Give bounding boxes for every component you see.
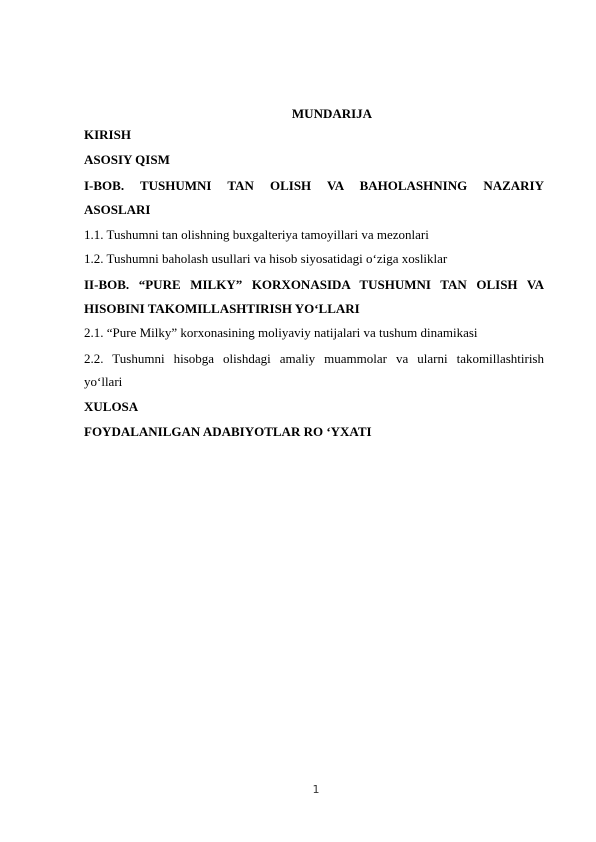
toc-item-chapter-2-line-1: II-BOB. “PURE MILKY” KORXONASIDA TUSHUMNI TAN OLISH VA bbox=[84, 277, 544, 292]
toc-item-chapter-1-line-2: ASOSLARI bbox=[84, 202, 151, 217]
toc-item-chapter-1-line-1: I-BOB. TUSHUMNI TAN OLISH VA BAHOLASHNING NAZARIY bbox=[84, 178, 544, 193]
toc-item-section-2-1: 2.1. “Pure Milky” korxonasining moliyaviy natijalari va tushum dinamikasi bbox=[84, 325, 478, 340]
page-number: 1 bbox=[312, 783, 320, 796]
toc-item-section-1-2: 1.2. Tushumni baholash usullari va hisob siyosatidagi o‘ziga xosliklar bbox=[84, 251, 448, 266]
toc-item-section-1-1: 1.1. Tushumni tan olishning buxgalteriya tamoyillari va mezonlari bbox=[84, 227, 429, 242]
toc-title: MUNDARIJA bbox=[291, 106, 373, 121]
toc-item-asosiy-qism: ASOSIY QISM bbox=[84, 152, 170, 167]
toc-item-xulosa: XULOSA bbox=[84, 399, 139, 414]
toc-item-kirish: KIRISH bbox=[84, 127, 131, 142]
toc-item-section-2-2-line-1: 2.2. Tushumni hisobga olishdagi amaliy muammolar va ularni takomillashtirish bbox=[84, 351, 544, 366]
toc-item-references: FOYDALANILGAN ADABIYOTLAR RO ‘YXATI bbox=[84, 424, 372, 439]
toc-item-chapter-2-line-2: HISOBINI TAKOMILLASHTIRISH YO‘LLARI bbox=[84, 301, 360, 316]
toc-item-section-2-2-line-2: yo‘llari bbox=[84, 374, 123, 389]
